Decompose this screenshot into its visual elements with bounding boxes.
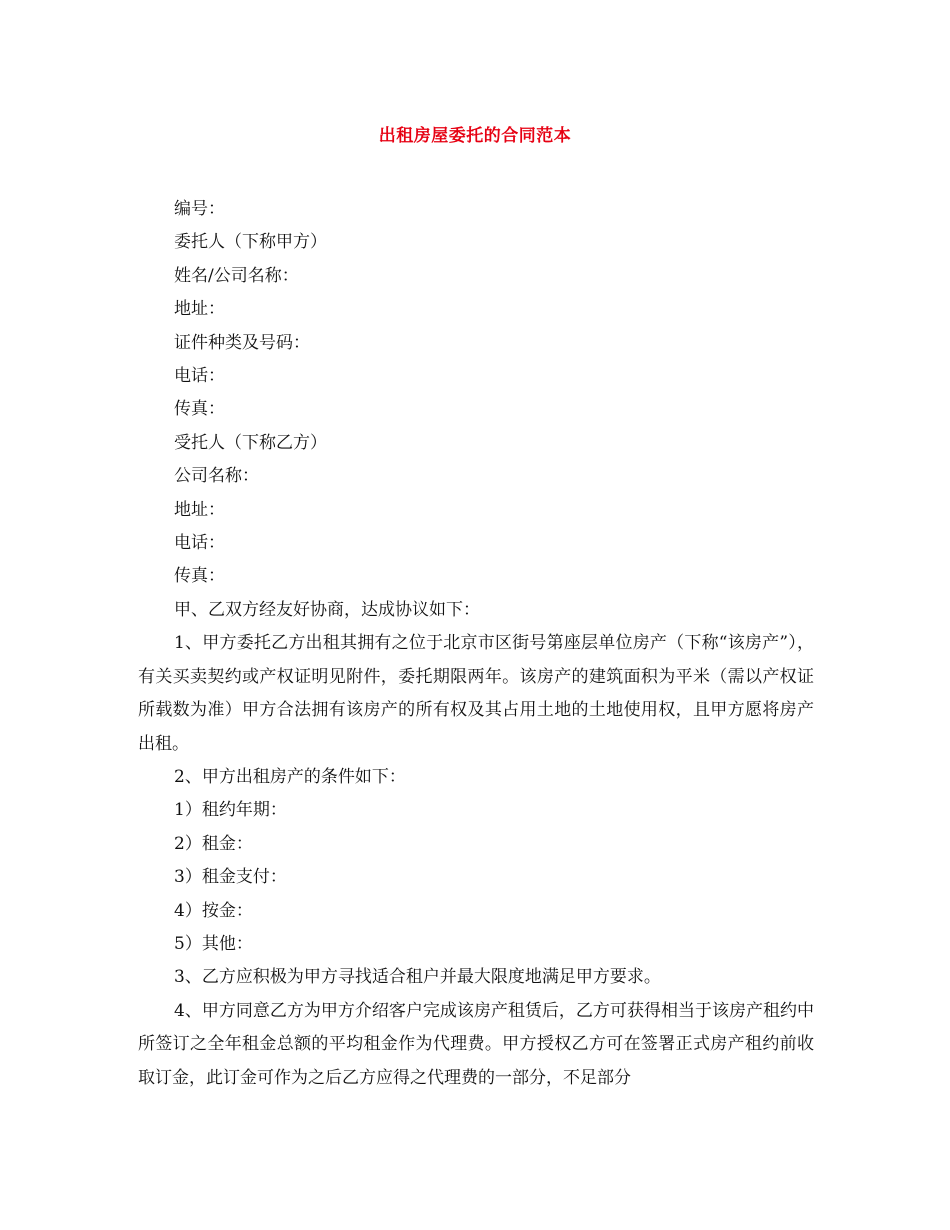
clause-2: 2、甲方出租房产的条件如下： — [174, 766, 406, 787]
section-agent-heading: 受托人（下称乙方） — [174, 432, 327, 453]
document-title: 出租房屋委托的合同范本 — [378, 126, 572, 146]
clause-4: 4、甲方同意乙方为甲方介绍客户完成该房产租赁后，乙方可获得相当于该房产租约中所签订之全年租金总额的平均租金作为代理费。甲方授权乙方可在签署正式房产租约前收取订金，此订金可作为之后乙方应得之代理费的一部分，不足部分 — [138, 1000, 814, 1088]
field-principal-name: 姓名/公司名称： — [174, 265, 299, 286]
document-body — [138, 193, 814, 1095]
field-principal-id: 证件种类及号码： — [174, 332, 310, 353]
clause-3: 3、乙方应积极为甲方寻找适合租户并最大限度地满足甲方要求。 — [174, 967, 661, 988]
field-principal-address: 地址： — [174, 299, 225, 320]
field-agent-fax: 传真： — [174, 566, 225, 587]
clause-1: 1、甲方委托乙方出租其拥有之位于北京市区街号第座层单位房产（下称“该房产”），有关买卖契约或产权证明见附件，委托期限两年。该房产的建筑面积为平米（需以产权证所载数为准）甲方合法拥有该房产的所有权及其占用土地的土地使用权，且甲方愿将房产出租。 — [138, 633, 814, 754]
field-agent-company: 公司名称： — [174, 466, 259, 487]
clause-2-item-3: 3）租金支付： — [174, 867, 287, 888]
field-agent-phone: 电话： — [174, 533, 225, 554]
clause-2-item-4: 4）按金： — [174, 900, 253, 921]
field-principal-phone: 电话： — [174, 366, 225, 387]
field-serial-number: 编号： — [174, 199, 225, 219]
clause-2-item-1: 1）租约年期： — [174, 800, 287, 821]
clause-2-item-2: 2）租金： — [174, 833, 253, 854]
section-principal-heading: 委托人（下称甲方） — [174, 232, 327, 253]
clause-2-item-5: 5）其他： — [174, 933, 253, 954]
agreement-intro: 甲、乙双方经友好协商，达成协议如下： — [174, 599, 480, 620]
field-principal-fax: 传真： — [174, 399, 225, 420]
field-agent-address: 地址： — [174, 499, 225, 520]
